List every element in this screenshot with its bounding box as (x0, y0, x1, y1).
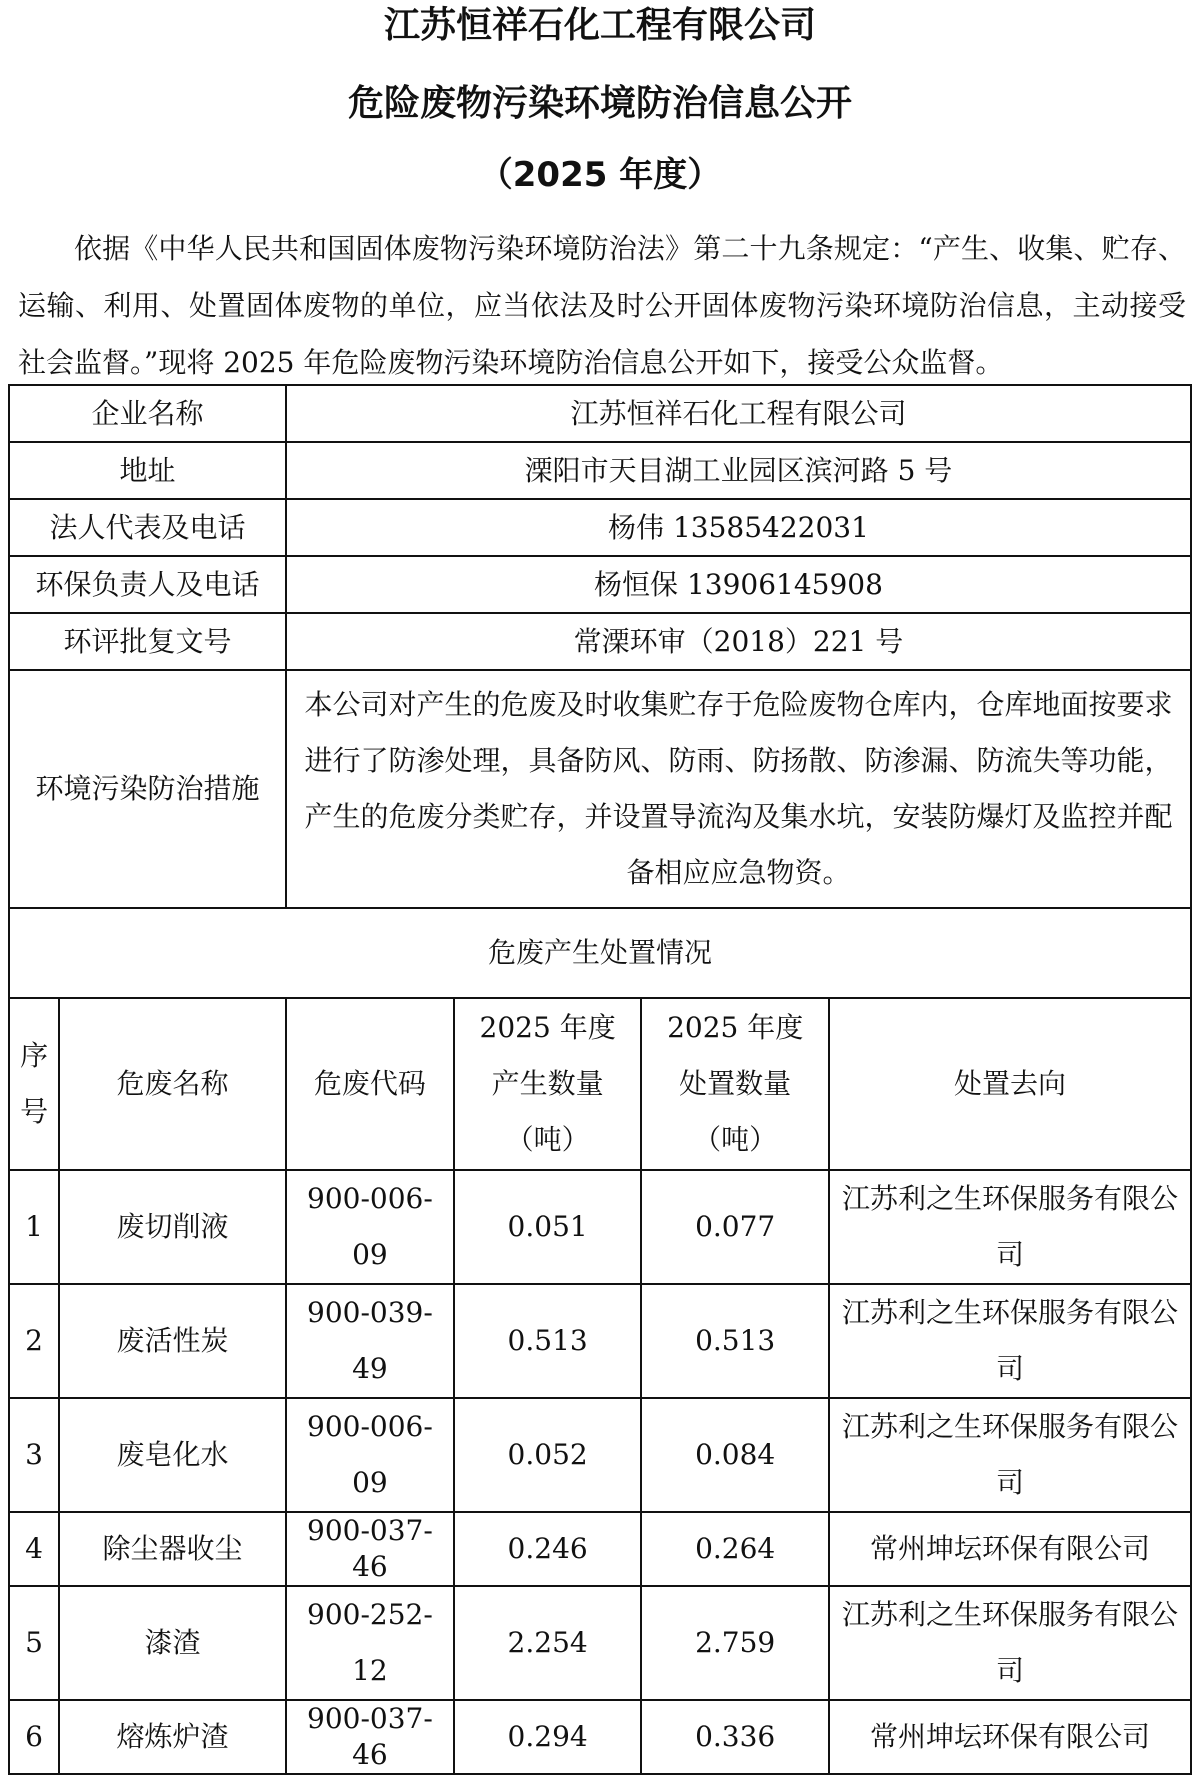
row-disposed: 2.759 (641, 1586, 829, 1700)
row-no: 2 (9, 1284, 59, 1398)
row-disposed: 0.513 (641, 1284, 829, 1398)
disclosure-table (8, 384, 1192, 1775)
header-disposed-qty: 处置数量 (679, 1067, 792, 1100)
eia-label: 环评批复文号 (9, 613, 286, 670)
intro-paragraph: 依据《中华人民共和国固体废物污染环境防治法》第二十九条规定：“产生、收集、贮存、运输、利用、处置固体废物的单位，应当依法及时公开固体废物污染环境防治信息，主动接受社会监督。”现将 2025 年危险废物污染环境防治信息公开如下，接受公众监督。 (18, 232, 1186, 379)
measures-value: 本公司对产生的危废及时收集贮存于危险废物仓库内，仓库地面按要求进行了防渗处理，具备防风、防雨、防扬散、防渗漏、防流失等功能，产生的危废分类贮存，并设置导流沟及集水坑，安装防爆灯及监控并配备相应应急物资。 (286, 670, 1191, 908)
row-produced: 0.052 (454, 1398, 642, 1512)
header-disposed (641, 998, 829, 1170)
row-no: 4 (9, 1512, 59, 1586)
header-name: 危废名称 (59, 998, 286, 1170)
row-code: 900-037-46 (286, 1700, 454, 1774)
info-row-eia (9, 613, 1191, 670)
header-disposed-unit: （吨） (693, 1123, 778, 1156)
row-no: 5 (9, 1586, 59, 1700)
row-name: 熔炼炉渣 (59, 1700, 286, 1774)
row-name: 废切削液 (59, 1170, 286, 1284)
header-disposed-year: 2025 年度 (667, 1011, 804, 1044)
header-produced-unit: （吨） (505, 1123, 590, 1156)
header-no: 序号 (9, 998, 59, 1170)
row-code: 900-006-09 (286, 1170, 454, 1284)
info-row-env-contact (9, 556, 1191, 613)
table-row (9, 1586, 1191, 1700)
row-produced: 0.246 (454, 1512, 642, 1586)
row-code: 900-006-09 (286, 1398, 454, 1512)
row-destination: 常州坤坛环保有限公司 (829, 1512, 1191, 1586)
legal-rep-value: 杨伟 13585422031 (286, 499, 1191, 556)
row-no: 3 (9, 1398, 59, 1512)
address-label: 地址 (9, 442, 286, 499)
row-destination: 江苏利之生环保服务有限公司 (829, 1284, 1191, 1398)
header-produced-year: 2025 年度 (479, 1011, 616, 1044)
row-no: 6 (9, 1700, 59, 1774)
header-produced (454, 998, 642, 1170)
header-produced-qty: 产生数量 (491, 1067, 604, 1100)
table-row (9, 1398, 1191, 1512)
table-row (9, 1170, 1191, 1284)
row-code: 900-252-12 (286, 1586, 454, 1700)
row-destination: 江苏利之生环保服务有限公司 (829, 1398, 1191, 1512)
table-row (9, 1700, 1191, 1774)
row-disposed: 0.336 (641, 1700, 829, 1774)
row-disposed: 0.264 (641, 1512, 829, 1586)
company-value: 江苏恒祥石化工程有限公司 (286, 385, 1191, 442)
header-destination: 处置去向 (829, 998, 1191, 1170)
row-name: 废皂化水 (59, 1398, 286, 1512)
year-subtitle: （2025 年度） (478, 155, 722, 195)
info-row-address (9, 442, 1191, 499)
page-title: 危险废物污染环境防治信息公开 (347, 83, 852, 124)
row-code: 900-037-46 (286, 1512, 454, 1586)
info-row-measures (9, 670, 1191, 908)
section-row (9, 908, 1191, 998)
row-no: 1 (9, 1170, 59, 1284)
row-destination: 江苏利之生环保服务有限公司 (829, 1586, 1191, 1700)
row-name: 除尘器收尘 (59, 1512, 286, 1586)
header-code: 危废代码 (286, 998, 454, 1170)
company-title: 江苏恒祥石化工程有限公司 (383, 5, 816, 46)
row-name: 漆渣 (59, 1586, 286, 1700)
env-contact-value: 杨恒保 13906145908 (286, 556, 1191, 613)
row-name: 废活性炭 (59, 1284, 286, 1398)
section-title: 危废产生处置情况 (9, 908, 1191, 998)
row-disposed: 0.084 (641, 1398, 829, 1512)
legal-rep-label: 法人代表及电话 (9, 499, 286, 556)
info-row-legal (9, 499, 1191, 556)
row-destination: 常州坤坛环保有限公司 (829, 1700, 1191, 1774)
eia-value: 常溧环审（2018）221 号 (286, 613, 1191, 670)
row-produced: 0.051 (454, 1170, 642, 1284)
row-produced: 2.254 (454, 1586, 642, 1700)
table-row (9, 1512, 1191, 1586)
row-destination: 江苏利之生环保服务有限公司 (829, 1170, 1191, 1284)
company-label: 企业名称 (9, 385, 286, 442)
header-row (9, 998, 1191, 1170)
row-disposed: 0.077 (641, 1170, 829, 1284)
table-row (9, 1284, 1191, 1398)
row-produced: 0.513 (454, 1284, 642, 1398)
measures-label: 环境污染防治措施 (9, 670, 286, 908)
row-produced: 0.294 (454, 1700, 642, 1774)
env-contact-label: 环保负责人及电话 (9, 556, 286, 613)
address-value: 溧阳市天目湖工业园区滨河路 5 号 (286, 442, 1191, 499)
row-code: 900-039-49 (286, 1284, 454, 1398)
info-row-company (9, 385, 1191, 442)
